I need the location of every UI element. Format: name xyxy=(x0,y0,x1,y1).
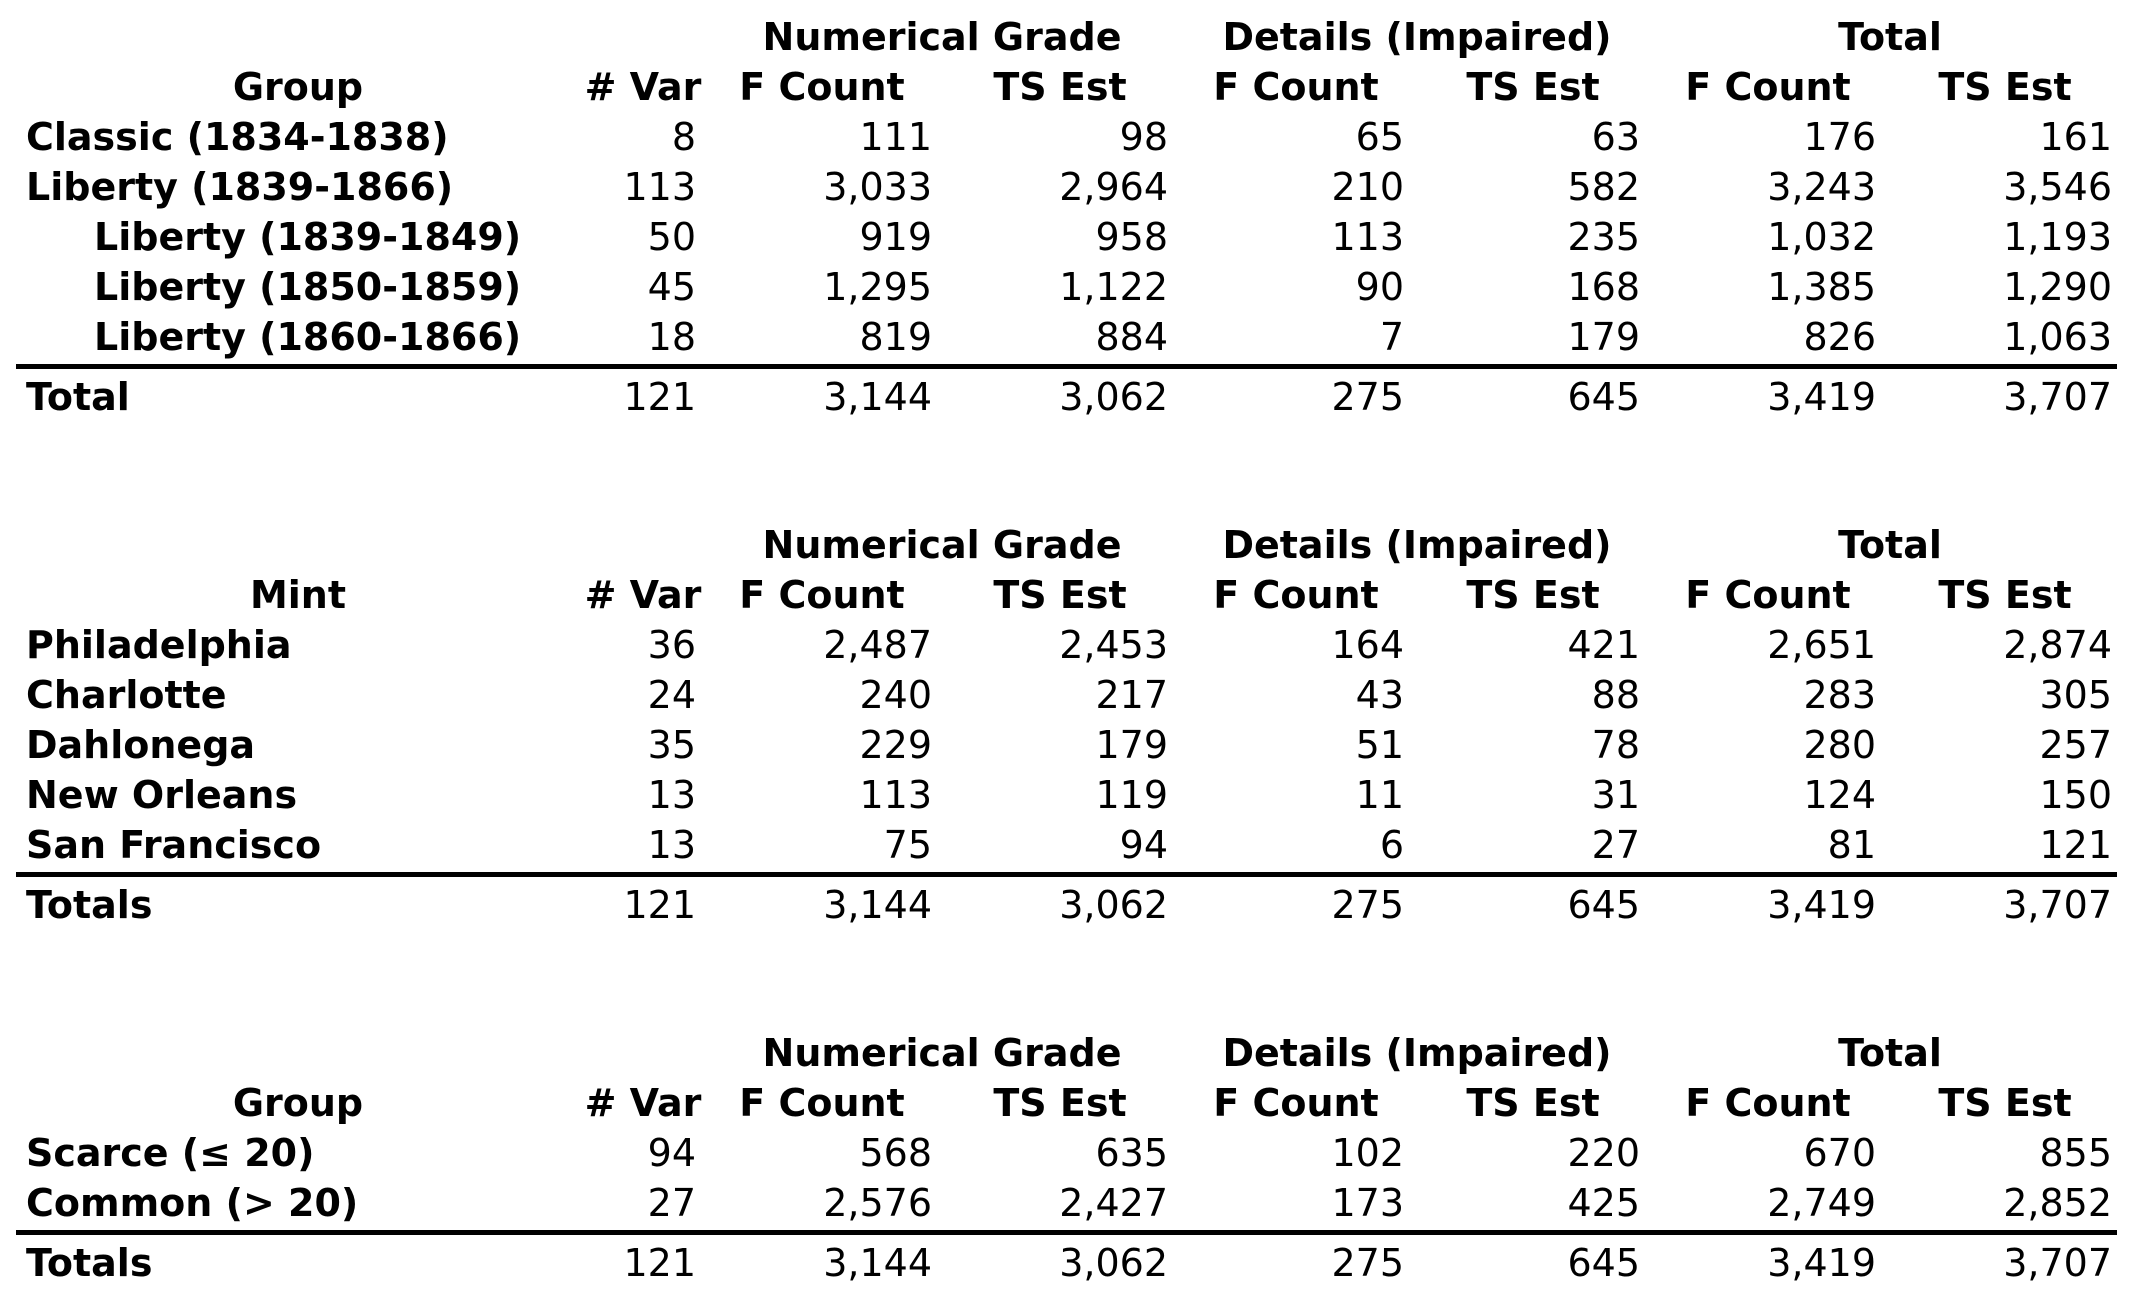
cell-value: 78 xyxy=(1591,723,1640,767)
row-label: Charlotte xyxy=(26,673,227,717)
cell-value: 1,295 xyxy=(823,265,932,309)
group-header-numerical: Numerical Grade xyxy=(762,15,1122,59)
cell-value: 27 xyxy=(647,1181,696,1225)
cell-value: 217 xyxy=(1095,673,1168,717)
row-label: Liberty (1839-1866) xyxy=(26,165,454,209)
cell-value: 819 xyxy=(859,315,932,359)
column-header-dt-f: F Count xyxy=(1213,1081,1379,1125)
column-header-dt-ts: TS Est xyxy=(1466,65,1600,109)
cell-value: 958 xyxy=(1095,215,1168,259)
column-header-dt-ts: TS Est xyxy=(1466,1081,1600,1125)
cell-value: 176 xyxy=(1803,115,1876,159)
cell-value: 3,546 xyxy=(2003,165,2112,209)
cell-value: 119 xyxy=(1095,773,1168,817)
cell-value: 635 xyxy=(1095,1131,1168,1175)
table-row xyxy=(0,820,2135,870)
total-value: 3,707 xyxy=(2003,375,2112,419)
cell-value: 88 xyxy=(1591,673,1640,717)
column-header-ng-f: F Count xyxy=(739,1081,905,1125)
cell-value: 2,749 xyxy=(1767,1181,1876,1225)
row-label: Liberty (1839-1849) xyxy=(94,215,522,259)
column-header-var: # Var xyxy=(584,573,702,617)
cell-value: 1,290 xyxy=(2003,265,2112,309)
cell-value: 75 xyxy=(883,823,932,867)
cell-value: 45 xyxy=(647,265,696,309)
cell-value: 111 xyxy=(859,115,932,159)
total-value: 121 xyxy=(623,883,696,927)
cell-value: 855 xyxy=(2039,1131,2112,1175)
row-label: Liberty (1850-1859) xyxy=(94,265,522,309)
total-value: 3,144 xyxy=(823,883,932,927)
cell-value: 568 xyxy=(859,1131,932,1175)
cell-value: 31 xyxy=(1591,773,1640,817)
cell-value: 2,852 xyxy=(2003,1181,2112,1225)
row-label: Classic (1834-1838) xyxy=(26,115,449,159)
group-header-total: Total xyxy=(1838,523,1942,567)
column-header-ng-ts: TS Est xyxy=(993,573,1127,617)
cell-value: 18 xyxy=(647,315,696,359)
table-row xyxy=(0,720,2135,770)
total-value: 3,062 xyxy=(1059,1241,1168,1285)
row-label: Liberty (1860-1866) xyxy=(94,315,522,359)
cell-value: 50 xyxy=(647,215,696,259)
column-header-ng-ts: TS Est xyxy=(993,65,1127,109)
cell-value: 113 xyxy=(859,773,932,817)
row-label: New Orleans xyxy=(26,773,298,817)
cell-value: 168 xyxy=(1567,265,1640,309)
cell-value: 81 xyxy=(1827,823,1876,867)
row-label: Dahlonega xyxy=(26,723,256,767)
total-value: 3,419 xyxy=(1767,1241,1876,1285)
cell-value: 65 xyxy=(1355,115,1404,159)
total-value: 121 xyxy=(623,1241,696,1285)
total-value: 645 xyxy=(1567,375,1640,419)
cell-value: 113 xyxy=(1331,215,1404,259)
cell-value: 150 xyxy=(2039,773,2112,817)
total-value: 645 xyxy=(1567,883,1640,927)
cell-value: 13 xyxy=(647,773,696,817)
column-header-tt-f: F Count xyxy=(1685,573,1851,617)
group-header-row xyxy=(0,520,2135,570)
total-label: Total xyxy=(26,375,130,419)
column-header-tt-ts: TS Est xyxy=(1938,65,2072,109)
cell-value: 3,243 xyxy=(1767,165,1876,209)
cell-value: 582 xyxy=(1567,165,1640,209)
group-header-total: Total xyxy=(1838,15,1942,59)
cell-value: 13 xyxy=(647,823,696,867)
cell-value: 2,964 xyxy=(1059,165,1168,209)
total-value: 275 xyxy=(1331,1241,1404,1285)
table-row xyxy=(0,670,2135,720)
column-header-var: # Var xyxy=(584,65,702,109)
column-header-tt-ts: TS Est xyxy=(1938,573,2072,617)
cell-value: 173 xyxy=(1331,1181,1404,1225)
cell-value: 94 xyxy=(1119,823,1168,867)
column-header-label: Group xyxy=(232,65,364,109)
cell-value: 280 xyxy=(1803,723,1876,767)
cell-value: 220 xyxy=(1567,1131,1640,1175)
column-header-dt-f: F Count xyxy=(1213,65,1379,109)
column-header-row xyxy=(0,1078,2135,1128)
summary-table-1 xyxy=(0,12,2135,419)
cell-value: 11 xyxy=(1355,773,1404,817)
cell-value: 3,033 xyxy=(823,165,932,209)
column-header-tt-f: F Count xyxy=(1685,1081,1851,1125)
total-value: 645 xyxy=(1567,1241,1640,1285)
cell-value: 229 xyxy=(859,723,932,767)
column-header-tt-ts: TS Est xyxy=(1938,1081,2072,1125)
cell-value: 7 xyxy=(1379,315,1404,359)
cell-value: 161 xyxy=(2039,115,2112,159)
group-header-row xyxy=(0,12,2135,62)
cell-value: 421 xyxy=(1567,623,1640,667)
cell-value: 2,487 xyxy=(823,623,932,667)
total-value: 275 xyxy=(1331,375,1404,419)
cell-value: 2,651 xyxy=(1767,623,1876,667)
cell-value: 1,063 xyxy=(2003,315,2112,359)
cell-value: 1,193 xyxy=(2003,215,2112,259)
column-header-row xyxy=(0,570,2135,620)
total-value: 275 xyxy=(1331,883,1404,927)
cell-value: 113 xyxy=(623,165,696,209)
column-header-dt-ts: TS Est xyxy=(1466,573,1600,617)
total-value: 3,062 xyxy=(1059,375,1168,419)
summary-table-2 xyxy=(0,520,2135,927)
cell-value: 179 xyxy=(1567,315,1640,359)
total-value: 3,707 xyxy=(2003,1241,2112,1285)
cell-value: 2,427 xyxy=(1059,1181,1168,1225)
column-header-var: # Var xyxy=(584,1081,702,1125)
table-row xyxy=(0,212,2135,262)
cell-value: 121 xyxy=(2039,823,2112,867)
cell-value: 2,576 xyxy=(823,1181,932,1225)
row-label: Philadelphia xyxy=(26,623,292,667)
cell-value: 27 xyxy=(1591,823,1640,867)
table-row xyxy=(0,1128,2135,1178)
column-header-ng-f: F Count xyxy=(739,65,905,109)
cell-value: 305 xyxy=(2039,673,2112,717)
cell-value: 94 xyxy=(647,1131,696,1175)
cell-value: 24 xyxy=(647,673,696,717)
cell-value: 1,385 xyxy=(1767,265,1876,309)
summary-table-3 xyxy=(0,1028,2135,1285)
cell-value: 179 xyxy=(1095,723,1168,767)
table-row xyxy=(0,112,2135,162)
cell-value: 240 xyxy=(859,673,932,717)
cell-value: 283 xyxy=(1803,673,1876,717)
group-header-details: Details (Impaired) xyxy=(1222,523,1612,567)
column-header-ng-f: F Count xyxy=(739,573,905,617)
cell-value: 257 xyxy=(2039,723,2112,767)
total-divider xyxy=(16,872,2117,877)
cell-value: 1,032 xyxy=(1767,215,1876,259)
cell-value: 1,122 xyxy=(1059,265,1168,309)
group-header-details: Details (Impaired) xyxy=(1222,1031,1612,1075)
column-header-tt-f: F Count xyxy=(1685,65,1851,109)
cell-value: 2,874 xyxy=(2003,623,2112,667)
total-value: 3,144 xyxy=(823,1241,932,1285)
column-header-label: Group xyxy=(232,1081,364,1125)
cell-value: 35 xyxy=(647,723,696,767)
total-label: Totals xyxy=(26,883,153,927)
cell-value: 63 xyxy=(1591,115,1640,159)
table-row xyxy=(0,770,2135,820)
cell-value: 8 xyxy=(671,115,696,159)
cell-value: 826 xyxy=(1803,315,1876,359)
total-value: 3,062 xyxy=(1059,883,1168,927)
column-header-ng-ts: TS Est xyxy=(993,1081,1127,1125)
cell-value: 919 xyxy=(859,215,932,259)
group-header-numerical: Numerical Grade xyxy=(762,1031,1122,1075)
row-label: Scarce (≤ 20) xyxy=(26,1131,315,1175)
cell-value: 210 xyxy=(1331,165,1404,209)
cell-value: 670 xyxy=(1803,1131,1876,1175)
total-value: 121 xyxy=(623,375,696,419)
group-header-numerical: Numerical Grade xyxy=(762,523,1122,567)
cell-value: 6 xyxy=(1379,823,1404,867)
column-header-label: Mint xyxy=(249,573,347,617)
cell-value: 102 xyxy=(1331,1131,1404,1175)
total-row xyxy=(0,880,2135,930)
row-label: San Francisco xyxy=(26,823,322,867)
total-row xyxy=(0,372,2135,422)
total-row xyxy=(0,1238,2135,1288)
cell-value: 235 xyxy=(1567,215,1640,259)
table-row xyxy=(0,1178,2135,1228)
column-header-row xyxy=(0,62,2135,112)
group-header-row xyxy=(0,1028,2135,1078)
row-label: Common (> 20) xyxy=(26,1181,359,1225)
table-row xyxy=(0,162,2135,212)
cell-value: 425 xyxy=(1567,1181,1640,1225)
cell-value: 98 xyxy=(1119,115,1168,159)
table-row xyxy=(0,312,2135,362)
total-label: Totals xyxy=(26,1241,153,1285)
cell-value: 51 xyxy=(1355,723,1404,767)
cell-value: 36 xyxy=(647,623,696,667)
cell-value: 2,453 xyxy=(1059,623,1168,667)
total-value: 3,419 xyxy=(1767,883,1876,927)
total-value: 3,144 xyxy=(823,375,932,419)
cell-value: 164 xyxy=(1331,623,1404,667)
table-row xyxy=(0,262,2135,312)
cell-value: 884 xyxy=(1095,315,1168,359)
cell-value: 43 xyxy=(1355,673,1404,717)
total-divider xyxy=(16,364,2117,369)
cell-value: 124 xyxy=(1803,773,1876,817)
group-header-details: Details (Impaired) xyxy=(1222,15,1612,59)
total-value: 3,707 xyxy=(2003,883,2112,927)
column-header-dt-f: F Count xyxy=(1213,573,1379,617)
group-header-total: Total xyxy=(1838,1031,1942,1075)
total-value: 3,419 xyxy=(1767,375,1876,419)
total-divider xyxy=(16,1230,2117,1235)
cell-value: 90 xyxy=(1355,265,1404,309)
table-row xyxy=(0,620,2135,670)
